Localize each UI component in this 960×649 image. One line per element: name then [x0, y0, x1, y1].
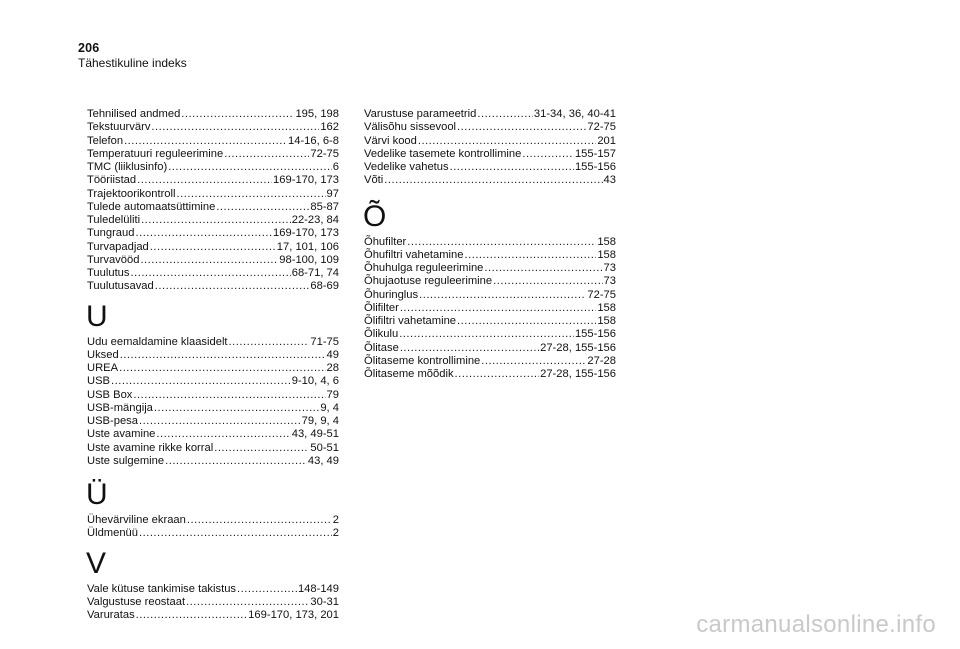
dot-leader [141, 214, 291, 227]
index-entry-pages: 98-100, 109 [279, 253, 339, 266]
index-entry-pages: 27-28 [587, 354, 616, 367]
index-entry-term: Õhufiltri vahetamine [364, 248, 464, 261]
dot-leader [151, 121, 319, 134]
index-entry [87, 527, 339, 540]
index-entry-pages: 68-71, 74 [291, 267, 339, 279]
index-entry [87, 121, 339, 134]
index-entry [364, 355, 616, 368]
index-entry [87, 214, 339, 227]
index-entry [364, 249, 616, 262]
dot-leader [139, 527, 332, 540]
index-entry [364, 328, 616, 341]
index-entry [364, 275, 616, 288]
dot-leader [399, 328, 574, 341]
index-entry-pages: 31-34, 36, 40-41 [533, 108, 616, 120]
dot-leader [229, 336, 310, 349]
dot-leader [135, 227, 272, 240]
dot-leader [150, 241, 276, 254]
index-entry-pages: 68-69 [310, 280, 339, 293]
index-entry [364, 135, 616, 148]
index-entry-term: Varuratas [87, 609, 135, 621]
index-entry-term: Võti [364, 174, 384, 187]
index-entry-term: Telefon [87, 134, 124, 147]
index-entry-pages: 50-51 [310, 441, 339, 454]
dot-leader [131, 267, 291, 280]
index-entry-term: USB-pesa [87, 415, 138, 427]
index-entry-term: Valgustuse reostaat [87, 595, 186, 608]
dot-leader [136, 609, 248, 622]
index-entry-pages: 169-170, 173 [273, 174, 339, 187]
index-entry-pages: 9-10, 4, 6 [291, 375, 339, 388]
page-number: 206 [78, 41, 100, 55]
dot-leader [139, 415, 301, 428]
index-entry [87, 349, 339, 362]
index-entry-term: Vedelike tasemete kontrollimine [364, 147, 522, 160]
index-entry-pages: 72-75 [310, 147, 339, 160]
dot-leader [177, 188, 326, 201]
dot-leader [165, 455, 307, 468]
index-entry [87, 336, 339, 349]
index-entry-pages: 22-23, 84 [291, 214, 339, 226]
index-entry [87, 254, 339, 267]
index-entry-pages: 9, 4 [320, 401, 339, 414]
dot-leader [119, 362, 325, 375]
index-entry-pages: 148-149 [297, 582, 339, 595]
index-entry-term: Vale kütuse tankimise takistus [87, 582, 237, 595]
index-entry-pages: 158 [597, 301, 616, 314]
index-entry [87, 375, 339, 388]
dot-leader [187, 514, 332, 527]
index-entry [364, 368, 616, 381]
dot-leader [484, 262, 602, 275]
dot-leader [407, 236, 596, 249]
dot-leader [140, 254, 278, 267]
index-entry-term: Õlifilter [364, 301, 399, 314]
index-entry-term: Temperatuuri reguleerimine [87, 147, 224, 160]
index-entry [87, 188, 339, 201]
index-entry [364, 174, 616, 187]
dot-leader [477, 108, 533, 121]
dot-leader [465, 249, 597, 262]
index-entry-pages: 155-156 [574, 328, 616, 341]
index-entry-pages: 43, 49 [307, 454, 339, 467]
index-entry [87, 442, 339, 455]
index-entry [87, 389, 339, 402]
index-entry-pages: 73 [603, 262, 616, 274]
index-entry-term: Vedelike vahetus [364, 161, 449, 173]
index-entry-term: Uksed [87, 348, 119, 361]
index-entry-pages: 155-157 [574, 147, 616, 160]
index-entry [87, 362, 339, 375]
index-entry-pages: 79, 9, 4 [301, 415, 339, 427]
index-entry [87, 241, 339, 254]
index-entry [364, 289, 616, 302]
index-entry-pages: 43, 49-51 [291, 428, 339, 441]
dot-leader [237, 583, 297, 596]
index-entry-term: Õlitase [364, 341, 399, 354]
dot-leader [400, 302, 597, 315]
index-entry-term: Ühevärviline ekraan [87, 514, 186, 526]
dot-leader [455, 368, 540, 381]
dot-leader [214, 442, 309, 455]
dot-leader [181, 108, 294, 121]
index-entry-term: Trajektoorikontroll [87, 187, 176, 200]
index-entry [87, 609, 339, 622]
index-entry-term: Tuledelüliti [87, 214, 141, 226]
dot-leader [154, 402, 319, 415]
entry-group-u-umlaut [87, 514, 339, 541]
index-entry-pages: 158 [597, 315, 616, 327]
index-entry-pages: 30-31 [310, 595, 339, 608]
dot-leader [216, 201, 309, 214]
index-entry-pages: 17, 101, 106 [276, 240, 339, 253]
dot-leader [457, 121, 586, 134]
index-entry-pages: 43 [603, 174, 616, 187]
index-entry-term: Tuulutusavad [87, 280, 154, 293]
index-entry-pages: 79 [326, 388, 339, 401]
index-entry-term: Õlitaseme mõõdik [364, 368, 454, 380]
index-entry [87, 135, 339, 148]
index-entry-pages: 158 [597, 248, 616, 261]
index-entry [87, 174, 339, 187]
index-entry-term: Uste sulgemine [87, 454, 165, 467]
dot-leader [418, 135, 596, 148]
index-entry [364, 161, 616, 174]
index-entry [87, 201, 339, 214]
section-letter-o-tilde: Õ [363, 199, 387, 233]
index-entry-pages: 27-28, 155-156 [540, 368, 616, 380]
index-entry-term: Õhujaotuse reguleerimine [364, 275, 493, 288]
index-entry-pages: 72-75 [587, 288, 616, 301]
index-entry-term: Välisõhu sissevool [364, 121, 457, 134]
dot-leader [522, 148, 574, 161]
index-entry [364, 121, 616, 134]
dot-leader [156, 428, 290, 441]
index-entry-pages: 155-156 [574, 161, 616, 173]
index-entry-term: Tekstuurvärv [87, 121, 151, 134]
index-entry [87, 108, 339, 121]
index-entry-term: Tuulutus [87, 267, 130, 279]
index-entry [87, 428, 339, 441]
index-entry-pages: 195, 198 [295, 108, 339, 120]
dot-leader [133, 389, 325, 402]
index-entry [87, 596, 339, 609]
dot-leader [481, 355, 586, 368]
index-entry-term: Õhuhulga reguleerimine [364, 262, 484, 274]
index-entry-term: USB [87, 375, 111, 388]
index-entry-term: Õlitaseme kontrollimine [364, 354, 481, 367]
index-entry [87, 514, 339, 527]
index-entry [87, 227, 339, 240]
index-entry-pages: 2 [332, 527, 339, 540]
index-entry [87, 161, 339, 174]
entry-group-t [87, 108, 339, 294]
index-entry-term: USB-mängija [87, 401, 153, 414]
index-entry-pages: 73 [603, 275, 616, 288]
index-entry [364, 148, 616, 161]
index-entry-term: Tööriistad [87, 174, 137, 187]
index-entry [87, 583, 339, 596]
index-entry-pages: 169-170, 173, 201 [248, 609, 339, 621]
section-letter-u: U [86, 299, 108, 333]
index-entry-term: Tungraud [87, 227, 135, 240]
dot-leader [155, 280, 310, 293]
index-entry-term: Õlifiltri vahetamine [364, 315, 457, 327]
index-entry-term: Uste avamine [87, 428, 156, 441]
index-entry [364, 262, 616, 275]
index-entry-pages: 6 [332, 161, 339, 173]
index-entry [364, 108, 616, 121]
index-entry-term: Turvapadjad [87, 240, 149, 253]
index-entry-pages: 97 [326, 187, 339, 200]
dot-leader [419, 289, 586, 302]
index-entry-pages: 72-75 [587, 121, 616, 134]
index-entry [364, 315, 616, 328]
dot-leader [111, 375, 291, 388]
index-entry [87, 267, 339, 280]
index-entry-term: Üldmenüü [87, 527, 138, 540]
dot-leader [224, 148, 309, 161]
index-entry [364, 302, 616, 315]
index-column-left [87, 108, 339, 622]
index-entry [364, 342, 616, 355]
index-entry-pages: 49 [326, 348, 339, 361]
index-entry-term: Värvi kood [364, 134, 417, 147]
dot-leader [457, 315, 596, 328]
index-entry-pages: 14-16, 6-8 [288, 134, 339, 147]
index-entry [87, 148, 339, 161]
index-entry-term: Õhuringlus [364, 288, 419, 301]
index-entry-term: TMC (liiklusinfo) [87, 161, 168, 173]
watermark-text: carmanualsonline.info [696, 611, 936, 638]
index-entry-pages: 27-28, 155-156 [540, 341, 616, 354]
index-entry-pages: 169-170, 173 [273, 227, 339, 240]
dot-leader [450, 161, 574, 174]
index-entry-term: Turvavööd [87, 253, 140, 266]
dot-leader [124, 135, 287, 148]
dot-leader [120, 349, 326, 362]
page-subtitle: Tähestikuline indeks [78, 56, 187, 70]
entry-group-v-cont [364, 108, 616, 188]
index-entry-pages: 28 [326, 362, 339, 374]
index-entry-term: USB Box [87, 388, 133, 401]
index-entry-term: Tehnilised andmed [87, 108, 181, 120]
index-entry-pages: 2 [332, 514, 339, 526]
entry-group-u [87, 336, 339, 469]
index-entry-pages: 158 [597, 235, 616, 248]
index-entry [87, 455, 339, 468]
dot-leader [493, 275, 602, 288]
section-letter-u-umlaut: Ü [86, 478, 108, 511]
index-entry [87, 280, 339, 293]
index-entry-pages: 201 [597, 134, 616, 147]
index-entry [364, 236, 616, 249]
index-entry-pages: 71-75 [310, 335, 339, 348]
dot-leader [400, 342, 539, 355]
index-entry-pages: 162 [320, 121, 339, 134]
dot-leader [168, 161, 332, 174]
index-entry-pages: 85-87 [310, 200, 339, 213]
index-entry-term: UREA [87, 362, 119, 374]
index-entry [87, 415, 339, 428]
entry-group-v [87, 583, 339, 623]
dot-leader [137, 174, 272, 187]
index-entry [87, 402, 339, 415]
index-entry-term: Varustuse parameetrid [364, 108, 477, 120]
dot-leader [384, 174, 602, 187]
index-entry-term: Uste avamine rikke korral [87, 441, 214, 454]
index-entry-term: Tulede automaatsüttimine [87, 200, 216, 213]
dot-leader [186, 596, 309, 609]
section-letter-v: V [86, 546, 107, 580]
entry-group-o-tilde [364, 236, 616, 382]
index-entry-term: Udu eemaldamine klaasidelt [87, 335, 228, 348]
index-entry-term: Õhufilter [364, 235, 407, 248]
index-column-right [364, 108, 616, 381]
index-entry-term: Õlikulu [364, 328, 399, 341]
